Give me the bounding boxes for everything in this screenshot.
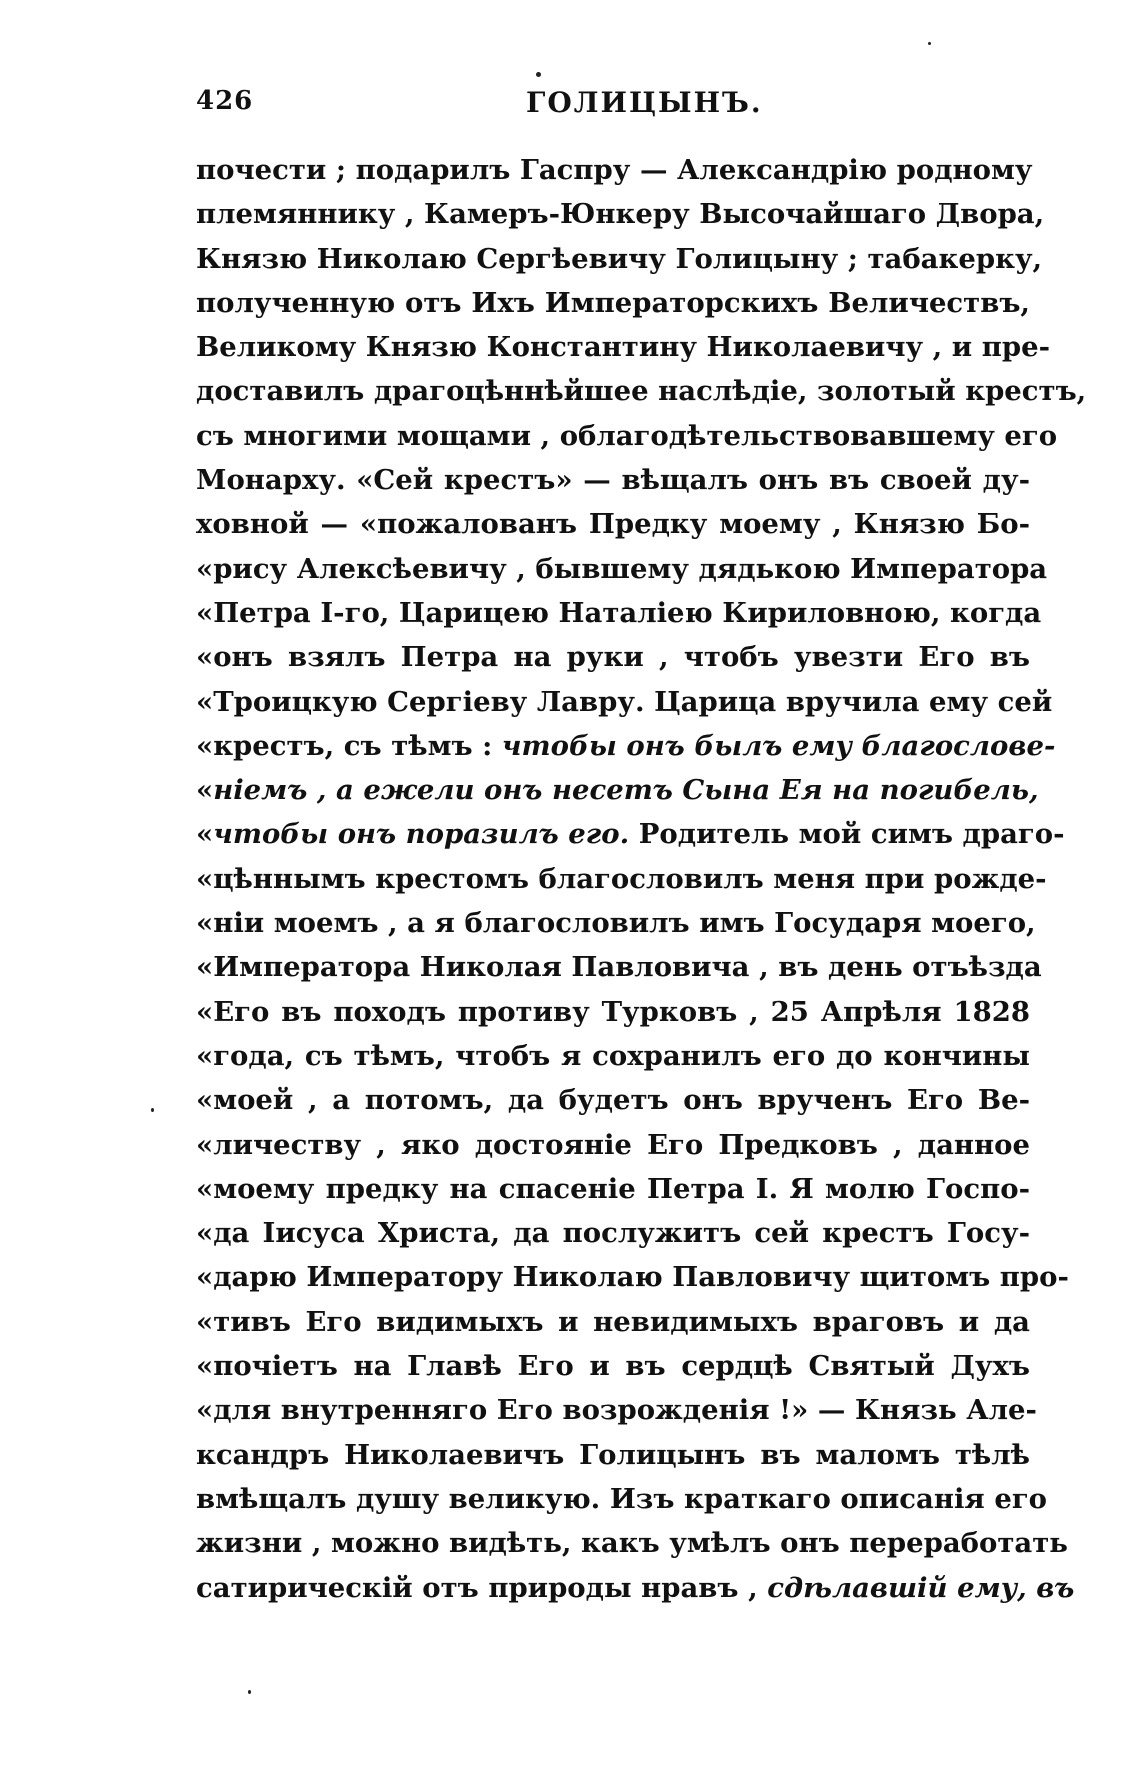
italic-run: чтобы онъ былъ ему благослове- xyxy=(501,729,1056,762)
print-speck xyxy=(536,72,541,77)
text-line: ксандръ Николаевичъ Голицынъ въ маломъ тѣлѣ xyxy=(196,1438,1030,1471)
text-run: « xyxy=(196,818,214,851)
text-line: Великому Князю Константину Николаевичу , и пре- xyxy=(196,331,1051,364)
body-text xyxy=(196,148,1087,1610)
text-line xyxy=(196,1566,1075,1610)
text-line xyxy=(196,812,1065,856)
text-line: «для внутренняго Его возрожденія !» — Князь Але- xyxy=(196,1394,1037,1427)
text-line: «онъ взялъ Петра на руки , чтобъ увезти Его въ xyxy=(196,641,1030,674)
italic-run: сдѣлавшій ему, въ xyxy=(767,1571,1075,1604)
text-line: «моему предку на спасеніе Петра I. Я молю Госпо- xyxy=(196,1172,1030,1205)
text-line: «да Іисуса Христа, да послужитъ сей крестъ Госу- xyxy=(196,1217,1030,1250)
text-line: «Императора Николая Павловича , въ день отъѣзда xyxy=(196,951,1042,984)
text-run: Родитель мой симъ драго- xyxy=(629,818,1065,851)
text-line: «цѣннымъ крестомъ благословилъ меня при рожде- xyxy=(196,862,1047,895)
print-speck xyxy=(151,1108,154,1112)
text-line: «ніи моемъ , а я благословилъ имъ Государя моего, xyxy=(196,907,1036,940)
text-line: «тивъ Его видимыхъ и невидимыхъ враговъ и да xyxy=(196,1305,1030,1338)
text-line: «моей , а потомъ, да будетъ онъ врученъ Его Ве- xyxy=(196,1084,1030,1117)
text-line: «Петра I-го, Царицею Наталіею Кириловною, когда xyxy=(196,596,1042,629)
text-line xyxy=(196,724,1056,768)
italic-run: чтобы онъ поразилъ его. xyxy=(213,818,630,851)
text-line: Монарху. «Сей крестъ» — вѣщалъ онъ въ своей ду- xyxy=(196,464,1030,497)
text-line: ховной — «пожалованъ Предку моему , Князю Бо- xyxy=(196,508,1030,541)
text-line: «дарю Императору Николаю Павловичу щитомъ про- xyxy=(196,1261,1069,1294)
page-number: 426 xyxy=(196,86,254,116)
text-line: «Троицкую Сергіеву Лавру. Царица вручила ему сей xyxy=(196,685,1053,718)
text-line: жизни , можно видѣть, какъ умѣлъ онъ переработать xyxy=(196,1527,1068,1560)
text-line: полученную отъ Ихъ Императорскихъ Величествъ, xyxy=(196,286,1030,319)
text-line: «года, съ тѣмъ, чтобъ я сохранилъ его до кончины xyxy=(196,1039,1030,1072)
text-run: сатирическій отъ природы нравъ , xyxy=(196,1571,768,1604)
text-line: доставилъ драгоцѣннѣйшее наслѣдіе, золотый крестъ, xyxy=(196,375,1087,408)
text-run: «крестъ, съ тѣмъ : xyxy=(196,729,502,762)
running-head: ГОЛИЦЫНЪ. xyxy=(526,86,763,119)
print-speck xyxy=(928,42,931,45)
text-line: съ многими мощами , облагодѣтельствовавшему его xyxy=(196,419,1058,452)
text-line: племяннику , Камеръ-Юнкеру Высочайшаго Двора, xyxy=(196,198,1045,231)
text-line: «личеству , яко достояніе Его Предковъ , данное xyxy=(196,1128,1030,1161)
print-speck xyxy=(248,1690,251,1694)
text-line: «рису Алексѣевичу , бывшему дядькою Императора xyxy=(196,552,1048,585)
text-line: «почіетъ на Главѣ Его и въ сердцѣ Святый Духъ xyxy=(196,1350,1030,1383)
text-line: Князю Николаю Сергѣевичу Голицыну ; табакерку, xyxy=(196,242,1043,275)
text-line: вмѣщалъ душу великую. Изъ краткаго описанія его xyxy=(196,1482,1048,1515)
text-run: « xyxy=(196,774,214,807)
text-line: «Его въ походъ противу Турковъ , 25 Апрѣля 1828 xyxy=(196,995,1030,1028)
italic-run: ніемъ , а ежели онъ несетъ Сына Ея на погибель, xyxy=(213,774,1039,807)
text-line: почести ; подарилъ Гаспру — Александрію родному xyxy=(196,154,1033,186)
text-line xyxy=(196,768,1039,812)
page-header xyxy=(196,86,1030,126)
